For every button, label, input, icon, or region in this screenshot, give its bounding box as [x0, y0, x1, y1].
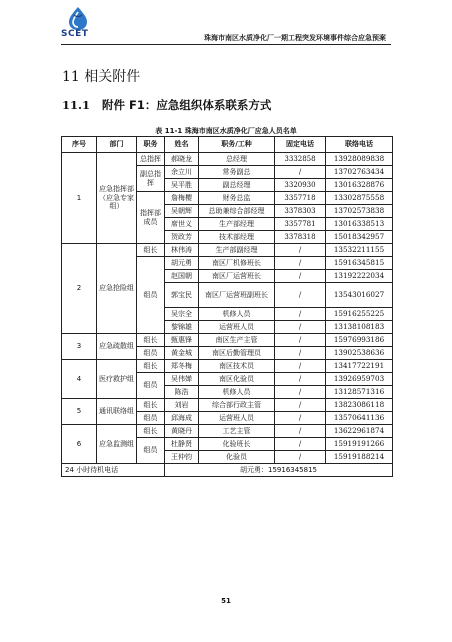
fixed-phone-cell: /	[275, 321, 326, 334]
mobile-phone-cell: 15916345815	[326, 257, 393, 270]
job-cell: 运营班人员	[199, 412, 275, 425]
name-cell: 邱海成	[165, 412, 199, 425]
name-cell: 贺政芳	[165, 231, 199, 244]
group-number: 2	[62, 244, 97, 334]
job-cell: 综合部行政主管	[199, 399, 275, 412]
header-cell: 部门	[97, 137, 137, 153]
page-header	[0, 0, 452, 46]
fixed-phone-cell: /	[275, 308, 326, 321]
mobile-phone-cell: 13928089838	[326, 153, 393, 166]
group-number: 6	[62, 425, 97, 464]
fixed-phone-cell: /	[275, 166, 326, 179]
table-row	[62, 244, 393, 257]
mobile-phone-cell: 13417722191	[326, 360, 393, 373]
name-cell: 黄晓丹	[165, 425, 199, 438]
job-cell: 财务总监	[199, 192, 275, 205]
name-cell: 甄惠锋	[165, 334, 199, 347]
name-cell: 席世义	[165, 218, 199, 231]
mobile-phone-cell: 13702763434	[326, 166, 393, 179]
group-number: 3	[62, 334, 97, 360]
role-cell: 组长	[137, 244, 165, 257]
document-title: 珠海市南区水质净化厂一期工程突发环境事件综合应急预案	[204, 34, 386, 42]
name-cell: 陈浩	[165, 386, 199, 399]
mobile-phone-cell: 15018342957	[326, 231, 393, 244]
fixed-phone-cell: /	[275, 386, 326, 399]
section-heading	[62, 97, 271, 113]
job-cell: 机修人员	[199, 386, 275, 399]
mobile-phone-cell: 13702573838	[326, 205, 393, 218]
mobile-phone-cell: 13016328876	[326, 179, 393, 192]
header-cell: 姓名	[165, 137, 199, 153]
fixed-phone-cell: 3378318	[275, 231, 326, 244]
mobile-phone-cell: 13570641136	[326, 412, 393, 425]
table-row	[62, 360, 393, 373]
job-cell: 南区后勤管理员	[199, 347, 275, 360]
fixed-phone-cell: /	[275, 257, 326, 270]
job-cell: 南区厂运营班长	[199, 270, 275, 283]
logo-text: SCET	[61, 29, 89, 39]
job-cell: 南区厂运营班副班长	[199, 283, 275, 308]
job-cell: 化验员	[199, 451, 275, 464]
role-cell: 总指挥	[137, 153, 165, 166]
header-cell: 职务	[137, 137, 165, 153]
name-cell: 林伟涛	[165, 244, 199, 257]
mobile-phone-cell: 13622961874	[326, 425, 393, 438]
group-number: 4	[62, 360, 97, 399]
job-cell: 副总经理	[199, 179, 275, 192]
job-cell: 南区厂机修班长	[199, 257, 275, 270]
fixed-phone-cell: /	[275, 334, 326, 347]
name-cell: 詹梅樱	[165, 192, 199, 205]
role-cell: 组长	[137, 425, 165, 438]
page-number: 51	[221, 597, 231, 605]
name-cell: 赵国朝	[165, 270, 199, 283]
role-cell: 组员	[137, 373, 165, 399]
job-cell: 机修人员	[199, 308, 275, 321]
mobile-phone-cell: 13016338513	[326, 218, 393, 231]
section-title: 附件 F1：应急组织体系联系方式	[102, 98, 272, 112]
job-cell: 总经理	[199, 153, 275, 166]
mobile-phone-cell: 15919188214	[326, 451, 393, 464]
table-row	[62, 153, 393, 166]
mobile-phone-cell: 13902538636	[326, 347, 393, 360]
name-cell: 吴朝辉	[165, 205, 199, 218]
department-cell: 应急疏散组	[97, 334, 137, 360]
section-number: 11.1	[62, 98, 91, 112]
mobile-phone-cell: 15976993186	[326, 334, 393, 347]
mobile-phone-cell: 13926959703	[326, 373, 393, 386]
job-cell: 化验班长	[199, 438, 275, 451]
department-cell: 医疗救护组	[97, 360, 137, 399]
fixed-phone-cell: /	[275, 373, 326, 386]
role-cell: 组员	[137, 438, 165, 464]
name-cell: 胡元勇	[165, 257, 199, 270]
header-cell: 联络电话	[326, 137, 393, 153]
fixed-phone-cell: /	[275, 270, 326, 283]
fixed-phone-cell: 3357781	[275, 218, 326, 231]
name-cell: 黄金城	[165, 347, 199, 360]
role-cell: 组员	[137, 412, 165, 425]
header-cell: 职务/工种	[199, 137, 275, 153]
role-cell: 组员	[137, 257, 165, 334]
name-cell: 余立川	[165, 166, 199, 179]
table-caption: 表 11-1 珠海市南区水质净化厂应急人员名单	[155, 127, 297, 135]
role-cell: 组长	[137, 399, 165, 412]
name-cell: 王仲钧	[165, 451, 199, 464]
hotline-label: 24 小时待机电话	[62, 464, 165, 477]
department-cell: 应急监测组	[97, 425, 137, 464]
mobile-phone-cell: 13192222034	[326, 270, 393, 283]
department-cell: 通讯联络组	[97, 399, 137, 425]
job-cell: 生产部副经理	[199, 244, 275, 257]
table-header-row	[62, 137, 393, 153]
mobile-phone-cell: 13823086118	[326, 399, 393, 412]
fixed-phone-cell: /	[275, 412, 326, 425]
mobile-phone-cell: 13302875558	[326, 192, 393, 205]
department-cell: 应急抢险组	[97, 244, 137, 334]
job-cell: 运营班人员	[199, 321, 275, 334]
fixed-phone-cell: /	[275, 399, 326, 412]
fixed-phone-cell: /	[275, 425, 326, 438]
name-cell: 刘岩	[165, 399, 199, 412]
job-cell: 南区技术员	[199, 360, 275, 373]
header-divider	[61, 44, 391, 45]
group-number: 1	[62, 153, 97, 244]
name-cell: 吴宗全	[165, 308, 199, 321]
mobile-phone-cell: 13532211155	[326, 244, 393, 257]
table-footer-row	[62, 464, 393, 477]
fixed-phone-cell: /	[275, 244, 326, 257]
fixed-phone-cell: 3332858	[275, 153, 326, 166]
department-cell: 应急指挥部（应急专家组）	[97, 153, 137, 244]
mobile-phone-cell: 13543016027	[326, 283, 393, 308]
mobile-phone-cell: 13128571316	[326, 386, 393, 399]
job-cell: 工艺主管	[199, 425, 275, 438]
fixed-phone-cell: /	[275, 451, 326, 464]
name-cell: 郭宝民	[165, 283, 199, 308]
header-cell: 固定电话	[275, 137, 326, 153]
job-cell: 技术部经理	[199, 231, 275, 244]
mobile-phone-cell: 15919191266	[326, 438, 393, 451]
name-cell: 吴平胜	[165, 179, 199, 192]
fixed-phone-cell: 3378303	[275, 205, 326, 218]
job-cell: 南区化验员	[199, 373, 275, 386]
header-cell: 序号	[62, 137, 97, 153]
role-cell: 副总指挥	[137, 166, 165, 192]
table-row	[62, 399, 393, 412]
mobile-phone-cell: 13138108183	[326, 321, 393, 334]
hotline-value: 胡元勇：15916345815	[165, 464, 393, 477]
fixed-phone-cell: 3357718	[275, 192, 326, 205]
job-cell: 南区生产主管	[199, 334, 275, 347]
job-cell: 常务副总	[199, 166, 275, 179]
name-cell: 吴伟婵	[165, 373, 199, 386]
role-cell: 组长	[137, 360, 165, 373]
fixed-phone-cell: 3320930	[275, 179, 326, 192]
table-row	[62, 334, 393, 347]
fixed-phone-cell: /	[275, 360, 326, 373]
table-row	[62, 425, 393, 438]
role-cell: 指挥部成员	[137, 192, 165, 244]
fixed-phone-cell: /	[275, 347, 326, 360]
name-cell: 黎锦雄	[165, 321, 199, 334]
name-cell: 杜静贤	[165, 438, 199, 451]
name-cell: 郝晓龙	[165, 153, 199, 166]
chapter-title: 11 相关附件	[62, 69, 141, 85]
job-cell: 生产部经理	[199, 218, 275, 231]
role-cell: 组员	[137, 347, 165, 360]
name-cell: 郑冬梅	[165, 360, 199, 373]
fixed-phone-cell: /	[275, 438, 326, 451]
contacts-table	[61, 136, 393, 477]
group-number: 5	[62, 399, 97, 425]
fixed-phone-cell: /	[275, 283, 326, 308]
mobile-phone-cell: 15916255225	[326, 308, 393, 321]
job-cell: 总助兼综合部经理	[199, 205, 275, 218]
role-cell: 组长	[137, 334, 165, 347]
